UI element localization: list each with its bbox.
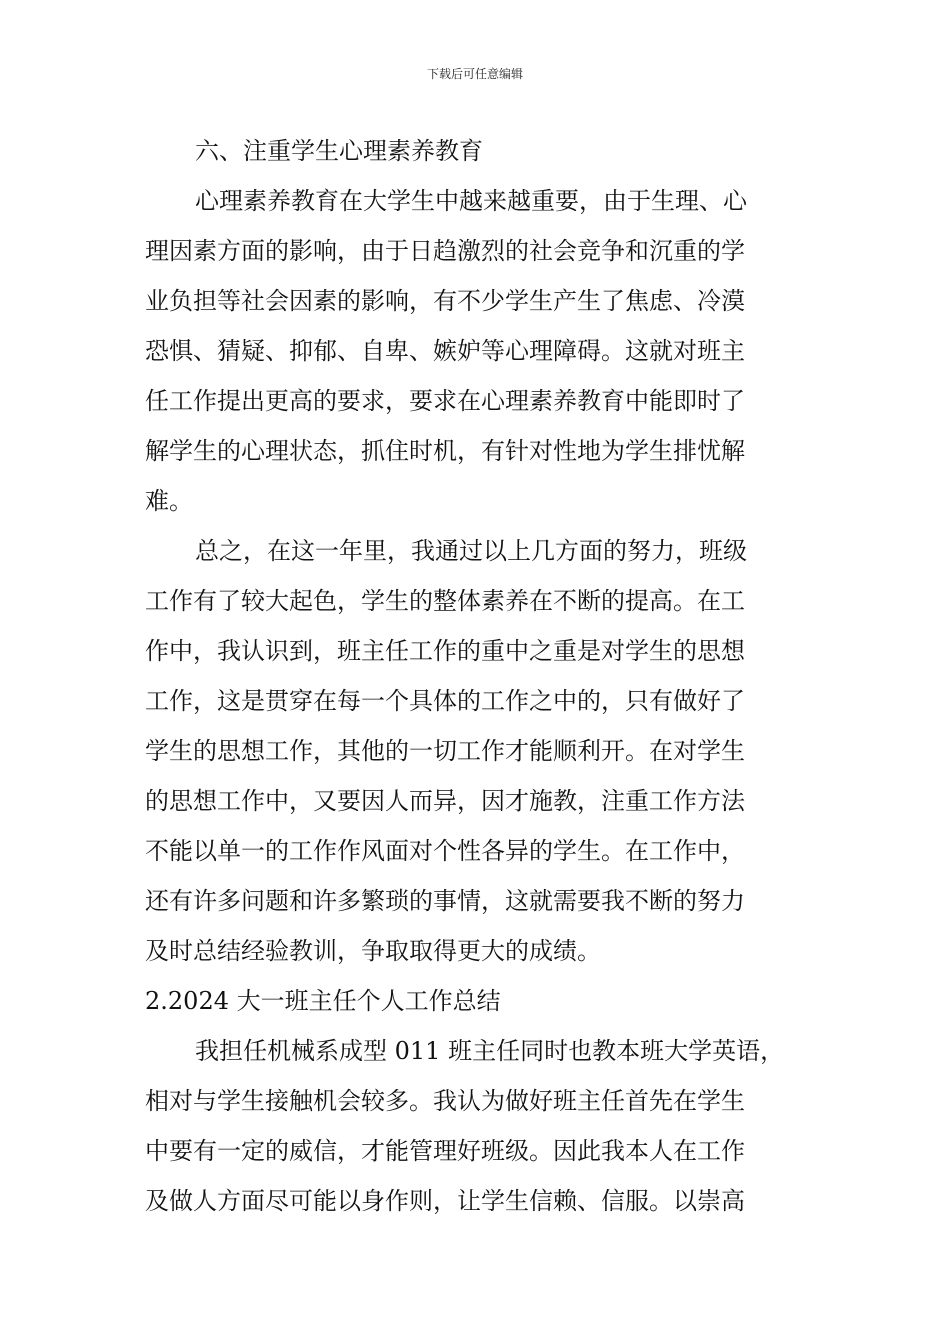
paragraph-line: 我担任机械系成型 011 班主任同时也教本班大学英语， (195, 1037, 785, 1065)
paragraph-line: 恐惧、猜疑、抑郁、自卑、嫉妒等心理障碍。这就对班主 (145, 337, 745, 365)
paragraph-line: 总之，在这一年里，我通过以上几方面的努力，班级 (195, 537, 747, 565)
paragraph-line: 学生的思想工作，其他的一切工作才能顺利开。在对学生 (145, 737, 745, 765)
section-two-paragraph (145, 1026, 807, 1226)
paragraph-line: 任工作提出更高的要求，要求在心理素养教育中能即时了 (145, 387, 745, 415)
section-six-heading: 六、注重学生心理素养教育 (195, 137, 483, 165)
paragraph-line: 难。 (145, 487, 193, 515)
section-two-heading: 2.2024 大一班主任个人工作总结 (145, 987, 501, 1015)
paragraph-line: 心理素养教育在大学生中越来越重要，由于生理、心 (195, 187, 747, 215)
paragraph-line: 解学生的心理状态，抓住时机，有针对性地为学生排忧解 (145, 437, 745, 465)
paragraph-line: 的思想工作中，又要因人而异，因才施教，注重工作方法 (145, 787, 745, 815)
paragraph-line: 作中，我认识到，班主任工作的重中之重是对学生的思想 (145, 637, 745, 665)
paragraph-line: 理因素方面的影响，由于日趋激烈的社会竞争和沉重的学 (145, 237, 745, 265)
paragraph-line: 相对与学生接触机会较多。我认为做好班主任首先在学生 (145, 1087, 745, 1115)
paragraph-line: 业负担等社会因素的影响，有不少学生产生了焦虑、冷漠 (145, 287, 745, 315)
paragraph-line: 中要有一定的威信，才能管理好班级。因此我本人在工作 (145, 1137, 745, 1165)
section-six-paragraph (145, 176, 807, 526)
paragraph-line: 及做人方面尽可能以身作则，让学生信赖、信服。以崇高 (145, 1187, 745, 1215)
paragraph-line: 及时总结经验教训，争取取得更大的成绩。 (145, 937, 601, 965)
paragraph-line: 工作有了较大起色，学生的整体素养在不断的提高。在工 (145, 587, 745, 615)
paragraph-line: 工作，这是贯穿在每一个具体的工作之中的，只有做好了 (145, 687, 745, 715)
paragraph-line: 不能以单一的工作作风面对个性各异的学生。在工作中， (145, 837, 745, 865)
page-header-note: 下载后可任意编辑 (426, 67, 523, 81)
document-body (145, 126, 807, 1226)
paragraph-line: 还有许多问题和许多繁琐的事情，这就需要我不断的努力 (145, 887, 745, 915)
conclusion-paragraph (145, 526, 807, 976)
